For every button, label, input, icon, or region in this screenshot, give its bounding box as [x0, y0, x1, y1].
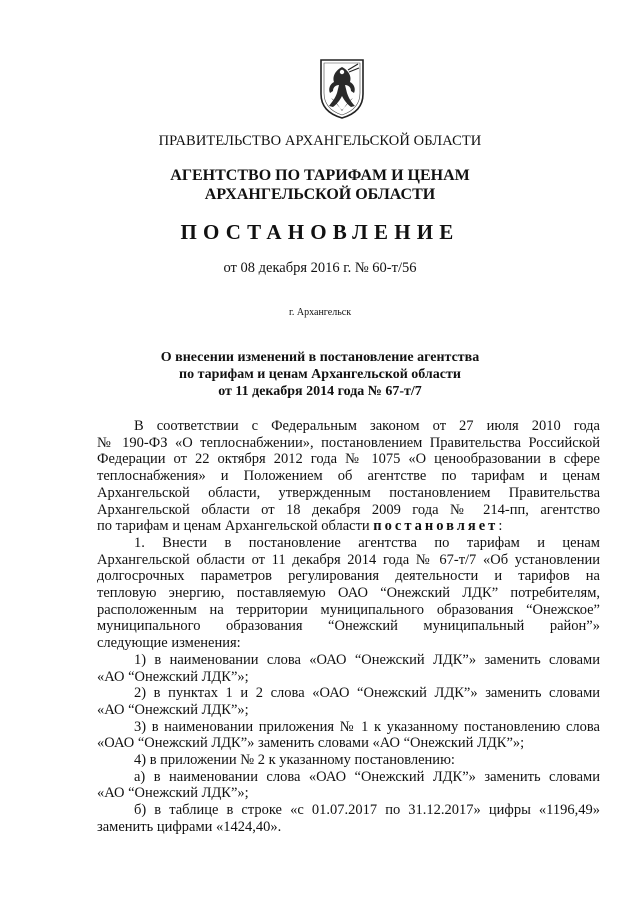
subject-line-2: по тарифам и ценам Архангельской области [179, 367, 461, 382]
body-line: муниципального образования “Онежский муниципальный район”» [97, 618, 600, 635]
body-line: 1) в наименовании слова «ОАО “Онежский ЛДК”» заменить словами [134, 651, 600, 668]
document-subject [0, 349, 640, 400]
body-line: следующие изменения: [97, 635, 241, 652]
body-line: 1. Внести в постановление агентства по тарифам и ценам [134, 534, 600, 551]
body-line: 3) в наименовании приложения № 1 к указанному постановлению слова [134, 718, 600, 735]
body-line: заменить цифрами «1424,40». [97, 818, 282, 835]
body-line: а) в наименовании слова «ОАО “Онежский ЛДК”» заменить словами [134, 768, 600, 785]
agency-name-line-1: АГЕНТСТВО ПО ТАРИФАМ И ЦЕНАМ [170, 167, 470, 184]
body-line: Архангельской области от 11 декабря 2014 года № 67-т/7 «Об установлении [97, 551, 600, 568]
body-line: долгосрочных параметров регулирования деятельности и тарифов на [97, 568, 600, 585]
coat-of-arms-emblem [318, 58, 366, 120]
city: г. Архангельск [288, 307, 352, 318]
body-line: Архангельской области от 18 декабря 2009 года № 214-пп, агентство [97, 501, 600, 518]
body-line: теплоснабжения» и Положением об агентстве по тарифам и ценам [97, 468, 600, 485]
body-line: «АО “Онежский ЛДК”»; [97, 668, 249, 685]
subject-line-1: О внесении изменений в постановление агентства [160, 350, 480, 365]
body-line-resolution [97, 518, 600, 535]
body-line: «АО “Онежский ЛДК”»; [97, 701, 249, 718]
date-and-number: от 08 декабря 2016 г. № 60-т/56 [223, 260, 417, 276]
government-name: ПРАВИТЕЛЬСТВО АРХАНГЕЛЬСКОЙ ОБЛАСТИ [158, 133, 482, 149]
body-line: «ОАО “Онежский ЛДК”» заменить словами «АО “Онежский ЛДК”»; [97, 735, 525, 752]
body-line: 4) в приложении № 2 к указанному постановлению: [134, 752, 455, 769]
body-line: б) в таблице в строке «с 01.07.2017 по 31.12.2017» цифры «1196,49» [134, 802, 600, 819]
resolves-word: постановляет [373, 518, 499, 535]
document-type: ПОСТАНОВЛЕНИЕ [180, 220, 460, 244]
document-body [97, 418, 600, 836]
agency-name [0, 166, 640, 204]
body-line: тепловую энергию, поставляемую ОАО “Онежский ЛДК” потребителям, [97, 585, 600, 602]
resolves-colon: : [498, 518, 503, 535]
subject-line-3: от 11 декабря 2014 года № 67-т/7 [218, 384, 422, 399]
agency-name-line-2: АРХАНГЕЛЬСКОЙ ОБЛАСТИ [204, 186, 436, 203]
body-line: Федерации от 22 октября 2012 года № 1075 «О ценообразовании в сфере [97, 451, 600, 468]
body-line: 2) в пунктах 1 и 2 слова «ОАО “Онежский ЛДК”» заменить словами [134, 685, 600, 702]
body-line: Архангельской области, утвержденным постановлением Правительства [97, 484, 600, 501]
body-line: «АО “Онежский ЛДК”»; [97, 785, 249, 802]
body-line: № 190-ФЗ «О теплоснабжении», постановлением Правительства Российской [97, 434, 600, 451]
body-line: расположенным на территории муниципального образования “Онежское” [97, 601, 600, 618]
body-line: В соответствии с Федеральным законом от 27 июля 2010 года [134, 418, 600, 434]
body-line: по тарифам и ценам Архангельской области [97, 518, 370, 535]
